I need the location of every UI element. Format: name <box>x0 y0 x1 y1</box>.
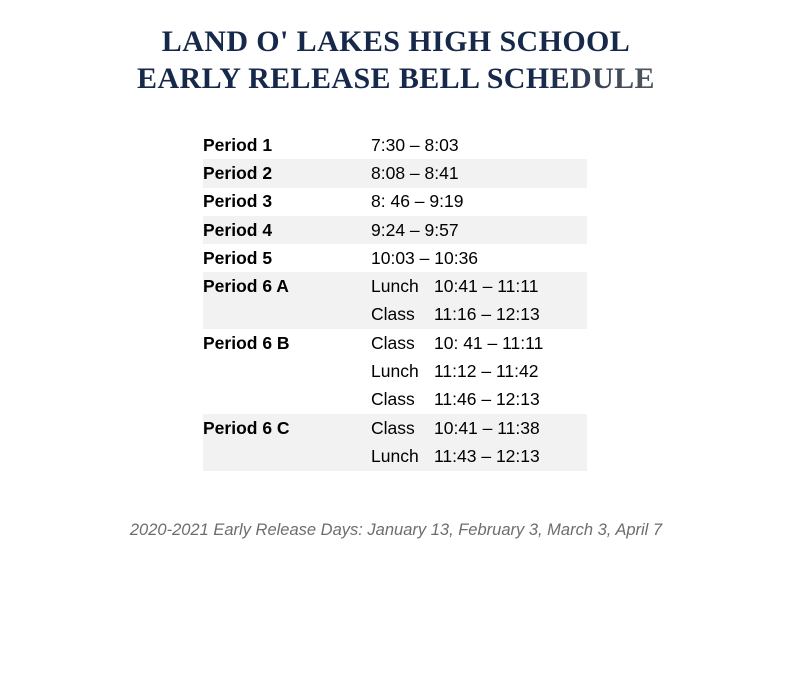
period-name-cell <box>203 272 371 329</box>
segment-time-range: 10:41 – 11:11 <box>434 276 539 297</box>
period-label: Period 6 A <box>203 276 289 297</box>
list-item <box>371 301 587 329</box>
period-name-cell <box>203 188 371 216</box>
list-item <box>371 272 587 300</box>
list-item <box>371 414 587 442</box>
period-times-cell <box>371 159 587 187</box>
segment-label: Class <box>371 417 415 438</box>
table-row <box>203 159 587 187</box>
period-time-range: 9:24 – 9:57 <box>371 219 459 240</box>
list-item <box>371 329 587 357</box>
table-row <box>203 414 587 471</box>
segment-time-range: 11:43 – 12:13 <box>434 445 540 466</box>
segment-label: Lunch <box>371 361 419 382</box>
segment-label: Lunch <box>371 445 419 466</box>
period-label: Period 5 <box>203 247 273 268</box>
period-time-range: 7:30 – 8:03 <box>371 134 459 155</box>
period-name-cell <box>203 131 371 159</box>
segment-time-range: 11:46 – 12:13 <box>434 389 540 410</box>
title-line-schedule-name: EARLY RELEASE BELL SCHEDULE <box>0 61 792 98</box>
period-times-cell <box>371 414 587 471</box>
table-row <box>203 329 587 414</box>
segment-label: Class <box>371 304 415 325</box>
list-item <box>371 386 587 414</box>
list-item <box>371 357 587 385</box>
period-times-cell <box>371 272 587 329</box>
segment-label: Lunch <box>371 276 419 297</box>
period-label: Period 4 <box>203 219 273 240</box>
table-row <box>203 272 587 329</box>
bell-schedule-body <box>203 131 587 471</box>
period-label: Period 2 <box>203 162 273 183</box>
early-release-days-note: 2020-2021 Early Release Days: January 13, February 3, March 3, April 7 <box>129 521 663 539</box>
period-name-cell <box>203 216 371 244</box>
period-name-cell <box>203 244 371 272</box>
page-title <box>0 24 792 97</box>
period-label: Period 3 <box>203 191 273 212</box>
period-time-range: 8: 46 – 9:19 <box>371 191 464 212</box>
segment-label: Class <box>371 332 415 353</box>
period-name-cell <box>203 329 371 414</box>
period-name-cell <box>203 414 371 471</box>
period-time-range: 8:08 – 8:41 <box>371 162 459 183</box>
segment-time-range: 11:16 – 12:13 <box>434 304 540 325</box>
table-row <box>203 188 587 216</box>
period-label: Period 1 <box>203 134 273 155</box>
table-row <box>203 216 587 244</box>
period-name-cell <box>203 159 371 187</box>
title-line-school-name: LAND O' LAKES HIGH SCHOOL <box>161 25 631 58</box>
segment-time-range: 11:12 – 11:42 <box>434 361 539 382</box>
segment-label: Class <box>371 389 415 410</box>
table-row <box>203 244 587 272</box>
period-times-cell <box>371 131 587 159</box>
segment-time-range: 10: 41 – 11:11 <box>434 332 544 353</box>
segment-time-range: 10:41 – 11:38 <box>434 417 540 438</box>
period-label: Period 6 B <box>203 332 290 353</box>
list-item <box>371 442 587 470</box>
period-times-cell <box>371 188 587 216</box>
period-label: Period 6 C <box>203 417 290 438</box>
period-times-cell <box>371 329 587 414</box>
period-time-range: 10:03 – 10:36 <box>371 247 479 268</box>
bell-schedule-table <box>203 131 587 471</box>
period-times-cell <box>371 244 587 272</box>
period-times-cell <box>371 216 587 244</box>
table-row <box>203 131 587 159</box>
